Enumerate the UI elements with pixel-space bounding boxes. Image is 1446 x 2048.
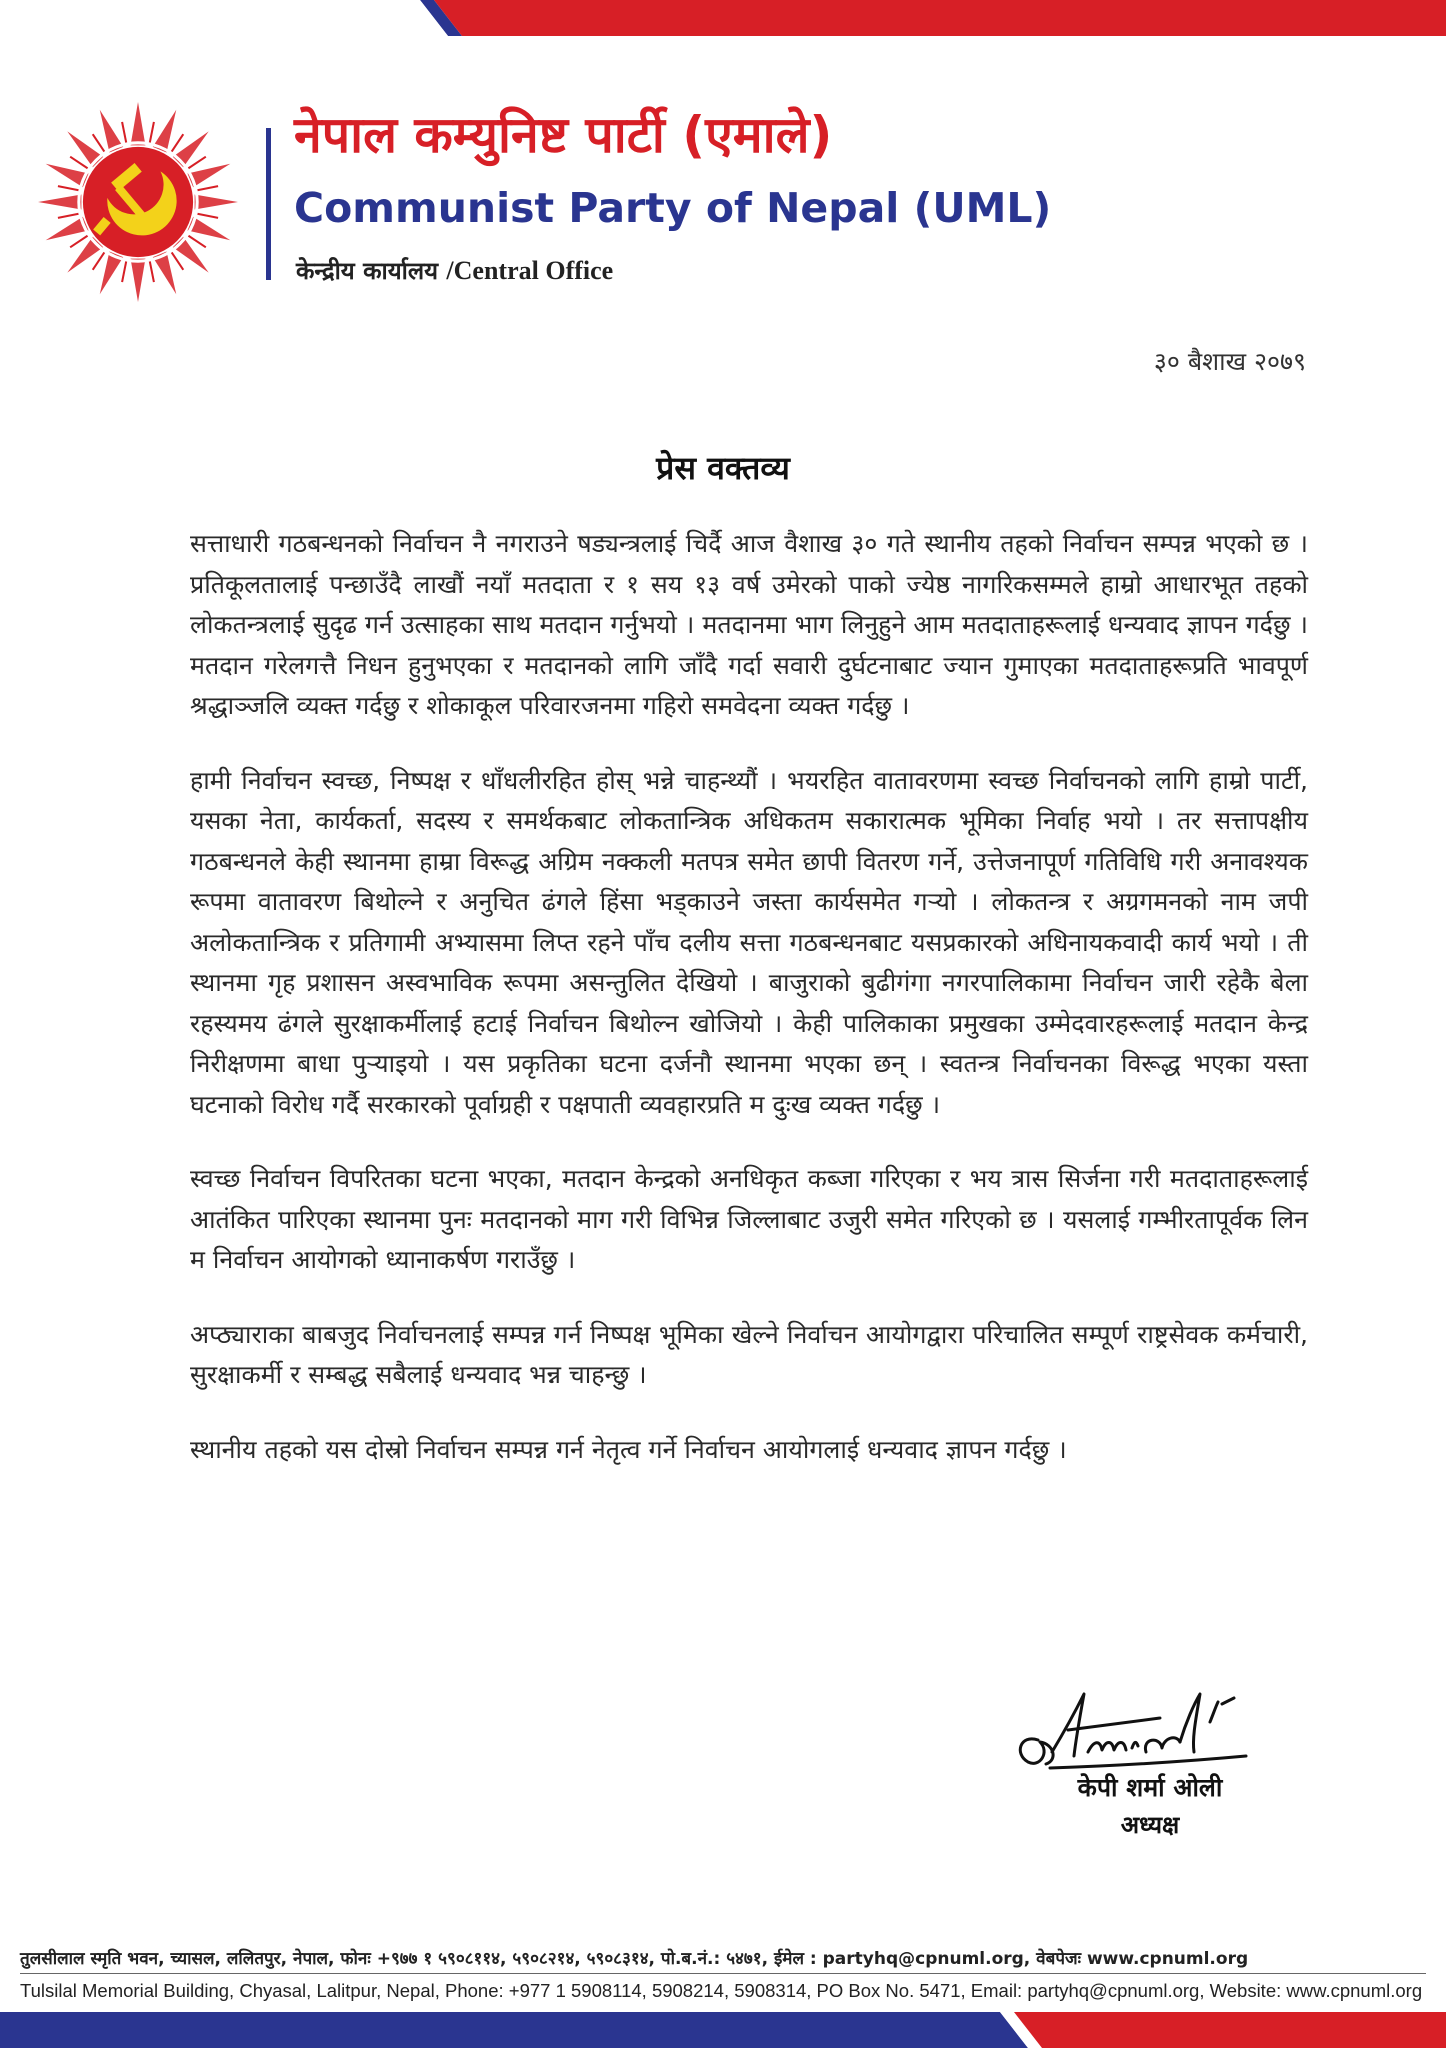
party-name-nepali: नेपाल कम्युनिष्ट पार्टी (एमाले) — [294, 106, 833, 164]
header-divider — [266, 128, 271, 280]
bottom-color-stripe — [0, 2012, 1446, 2048]
party-name-english: Communist Party of Nepal (UML) — [294, 184, 1052, 232]
office-separator: / — [446, 256, 454, 285]
footer-divider — [20, 1973, 1426, 1974]
paragraph-1: सत्ताधारी गठबन्धनको निर्वाचन नै नगराउने षड्यन्त्रलाई चिर्दै आज वैशाख ३० गते स्थानीय तहको निर्वाचन सम्पन्न भएको छ । प्रतिकूलतालाई पन्छाउँदै लाखौं नयाँ मतदाता र १ सय १३ वर्ष उमेरको पाको ज्येष्ठ नागरिकसम्मले हाम्रो आधारभूत तहको लोकतन्त्रलाई सुदृढ गर्न उत्साहका साथ मतदान गर्नुभयो । मतदानमा भाग लिनुहुने आम मतदाताहरूलाई धन्यवाद ज्ञापन गर्दछु । मतदान गरेलगत्तै निधन हुनुभएका र मतदानको लागि जाँदै गर्दा सवारी दुर्घटनाबाट ज्यान गुमाएका मतदाताहरूप्रति भावपूर्ण श्रद्धाञ्जलि व्यक्त गर्दछु र शोकाकूल परिवारजनमा गहिरो समवेदना व्यक्त गर्दछु । — [190, 529, 1308, 720]
signatory-title: अध्यक्ष — [1120, 1811, 1180, 1839]
top-color-stripe — [0, 0, 1446, 36]
office-label — [296, 254, 613, 287]
statement-body — [190, 524, 1308, 1504]
handwritten-signature — [1010, 1682, 1272, 1778]
footer-address-nepali: तुलसीलाल स्मृति भवन, च्यासल, ललितपुर, नेपाल, फोनः +९७७ १ ५९०८११४, ५९०८२१४, ५९०८३१४, पो.ब.नं.: ५४७१, ईमेल : partyhq@cpnuml.org, वेबपेजः www.cpnuml.org — [20, 1949, 1249, 1969]
paragraph-3: स्वच्छ निर्वाचन विपरितका घटना भएका, मतदान केन्द्रको अनधिकृत कब्जा गरिएका र भय त्रास सिर्जना गरी मतदाताहरूलाई आतंकित पारिएका स्थानमा पुनः मतदानको माग गरी विभिन्न जिल्लाबाट उजुरी समेत गरिएको छ । यसलाई गम्भीरतापूर्वक लिन म निर्वाचन आयोगको ध्यानाकर्षण गराउँछु । — [190, 1164, 1308, 1274]
office-label-nepali: केन्द्रीय कार्यालय — [296, 257, 439, 285]
paragraph-2: हामी निर्वाचन स्वच्छ, निष्पक्ष र धाँधलीरहित होस् भन्ने चाहन्थ्यौं । भयरहित वातावरणमा स्वच्छ निर्वाचनको लागि हाम्रो पार्टी, यसका नेता, कार्यकर्ता, सदस्य र समर्थकबाट लोकतान्त्रिक अधिकतम सकारात्मक भूमिका निर्वाह भयो । तर सत्तापक्षीय गठबन्धनले केही स्थानमा हाम्रा विरूद्ध अग्रिम नक्कली मतपत्र समेत छापी वितरण गर्ने, उत्तेजनापूर्ण गतिविधि गरी अनावश्यक रूपमा वातावरण बिथोल्ने र अनुचित ढंगले हिंसा भड्काउने जस्ता कार्यसमेत गऱ्यो । लोकतन्त्र र अग्रगमनको नाम जपी अलोकतान्त्रिक र प्रतिगामी अभ्यासमा लिप्त रहने पाँच दलीय सत्ता गठबन्धनबाट यसप्रकारको अधिनायकवादी कार्य भयो । ती स्थानमा गृह प्रशासन अस्वभाविक रूपमा असन्तुलित देखियो । बाजुराको बुढीगंगा नगरपालिकामा निर्वाचन जारी रहेकै बेला रहस्यमय ढंगले सुरक्षाकर्मीलाई हटाई निर्वाचन बिथोल्न खोजियो । केही पालिकाका प्रमुखका उम्मेदवारहरूलाई मतदान केन्द्र निरीक्षणमा बाधा पुऱ्याइयो । यस प्रकृतिका घटना दर्जनौ स्थानमा भएका छन् । स्वतन्त्र निर्वाचनका विरूद्ध भएका यस्ता घटनाको विरोध गर्दै सरकारको पूर्वाग्रही र पक्षपाती व्यवहारप्रति म दुःख व्यक्त गर्दछु । — [190, 765, 1308, 1119]
document-date: ३० बैशाख २०७९ — [1153, 347, 1306, 376]
document-title: प्रेस वक्तव्य — [656, 449, 790, 487]
paragraph-4: अप्ठ्याराका बाबजुद निर्वाचनलाई सम्पन्न गर्न निष्पक्ष भूमिका खेल्ने निर्वाचन आयोगद्वारा परिचालित सम्पूर्ण राष्ट्रसेवक कर्मचारी, सुरक्षाकर्मी र सम्बद्ध सबैलाई धन्यवाद भन्न चाहन्छु । — [190, 1319, 1308, 1389]
paragraph-5: स्थानीय तहको यस दोस्रो निर्वाचन सम्पन्न गर्न नेतृत्व गर्ने निर्वाचन आयोगलाई धन्यवाद ज्ञापन गर्दछु । — [190, 1434, 1067, 1464]
signatory-name: केपी शर्मा ओली — [1077, 1773, 1223, 1802]
office-label-english: Central Office — [453, 256, 614, 285]
party-emblem-icon — [36, 100, 240, 304]
footer-address-english: Tulsilal Memorial Building, Chyasal, Lalitpur, Nepal, Phone: +977 1 5908114, 5908214, 5908314, PO Box No. 5471, Email: partyhq@cpnuml.org, Website: www.cpnuml.org — [20, 1980, 1423, 2001]
